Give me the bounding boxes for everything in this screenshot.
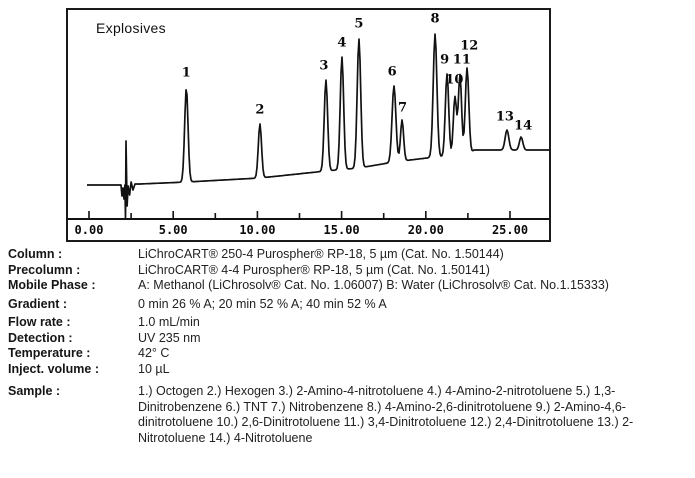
method-row-0 (8, 247, 690, 263)
method-row-6 (8, 346, 690, 362)
peak-label-13: 13 (495, 109, 514, 125)
method-value: 1.0 mL/min (138, 315, 200, 329)
x-tick-label-25.00: 25.00 (491, 223, 529, 237)
peak-label-5: 5 (354, 16, 364, 32)
method-value: LiChroCART® 250-4 Purospher® RP-18, 5 µm (Cat. No. 1.50144) (138, 247, 504, 261)
peak-label-11: 11 (452, 52, 471, 68)
x-tick-label-15.00: 15.00 (323, 223, 360, 237)
chromatogram-trace (87, 34, 549, 219)
method-value: 1.) Octogen 2.) Hexogen 3.) 2-Amino-4-nitrotoluene 4.) 4-Amino-2-nitrotoluene 5.) 1,3-Dinitrobenzene 6.) TNT 7.) Nitrobenzene 8.) 4-Amino-2,6-dinitrotoluene 9.) 2-Amino-4,6-dinitrotoluene 10.) 2,6-Dinitrotoluene 11.) 3,4-Dinitrotoluene 12.) 2,4-Dinitrotoluene 13.) 2-Nitrotoluene 14.) 4-Nitrotoluene (138, 384, 634, 445)
method-row-7 (8, 362, 690, 378)
peak-label-10: 10 (445, 72, 464, 88)
method-value: 42° C (138, 346, 170, 360)
method-label: Inject. volume : (8, 361, 99, 376)
peak-label-8: 8 (430, 11, 440, 27)
peak-label-1: 1 (181, 65, 191, 81)
method-label: Mobile Phase : (8, 278, 96, 292)
x-tick-label-5.00: 5.00 (158, 223, 188, 237)
method-row-5 (8, 331, 690, 347)
method-row-8 (8, 384, 690, 446)
method-label: Flow rate : (8, 315, 71, 329)
method-label: Temperature : (8, 346, 91, 360)
method-label: Column : (8, 247, 63, 261)
method-value: LiChroCART® 4-4 Purospher® RP-18, 5 µm (Cat. No. 1.50141) (138, 262, 490, 277)
method-label: Gradient : (8, 296, 68, 311)
peak-label-3: 3 (319, 58, 329, 74)
method-row-4 (8, 315, 690, 331)
peak-label-4: 4 (337, 35, 347, 51)
method-row-3 (8, 297, 690, 313)
method-label: Sample : (8, 384, 61, 398)
x-tick-label-0.00: 0.00 (74, 223, 104, 237)
x-tick-label-20.00: 20.00 (407, 223, 444, 237)
peak-label-14: 14 (514, 118, 533, 134)
method-row-1 (8, 263, 690, 279)
x-tick-label-10.00: 10.00 (239, 223, 276, 237)
method-details (8, 247, 690, 446)
method-value: UV 235 nm (138, 330, 201, 345)
peak-label-7: 7 (398, 100, 408, 116)
method-value: A: Methanol (LiChrosolv® Cat. No. 1.06007) B: Water (LiChrosolv® Cat. No.1.15333) (138, 278, 609, 292)
method-value: 0 min 26 % A; 20 min 52 % A; 40 min 52 % A (138, 296, 387, 311)
peak-label-6: 6 (387, 64, 397, 80)
chart-title: Explosives (96, 20, 166, 36)
peak-label-12: 12 (460, 38, 479, 54)
peak-label-2: 2 (255, 102, 265, 118)
method-label: Precolumn : (8, 262, 81, 277)
method-label: Detection : (8, 330, 73, 345)
method-value: 10 µL (138, 361, 170, 376)
method-row-2 (8, 278, 690, 294)
chromatogram-panel (66, 8, 551, 242)
peak-label-9: 9 (440, 52, 450, 68)
